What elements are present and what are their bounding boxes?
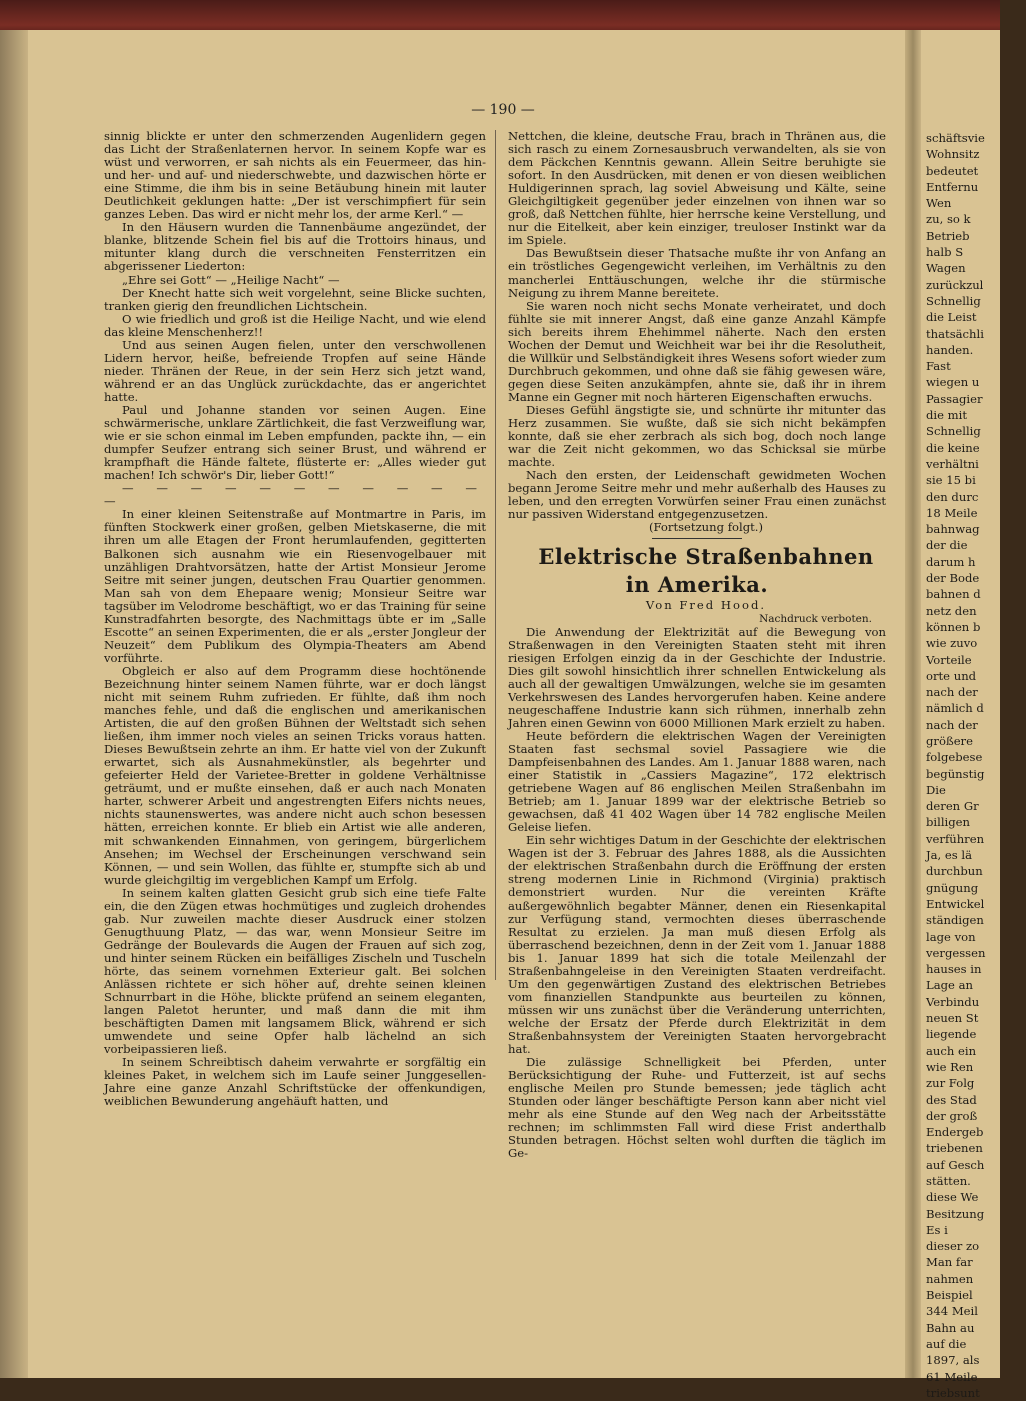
paragraph: Der Knecht hatte sich weit vorgelehnt, seine Blicke suchten, tranken gierig den freundlichen Lichtschein. xyxy=(104,285,486,313)
paragraph: Die Anwendung der Elektrizität auf die Bewegung von Straßenwagen in den Vereinigten Staaten steht mit ihren riesigen Erfolgen einzig da in der Geschichte der Industrie. Dies gilt sowohl hinsichtlich ihrer schnellen Entwickelung als auch all der gewaltigen Umwälzungen, welche sie im gesamten Verkehrswesen des Landes hervorgerufen haben. Keine andere neugeschaffene Industrie kann sich rühmen, innerhalb zehn Jahren einen Gewinn von 6000 Millionen Mark erzielt zu haben. xyxy=(508,624,886,730)
column-2 xyxy=(508,130,886,1160)
fragment-line: auf Gesch xyxy=(926,1157,985,1172)
fragment-line: Wagen xyxy=(926,261,966,276)
fragment-line: lage von xyxy=(926,929,976,944)
fragment-line: Schnellig xyxy=(926,293,981,308)
paragraph: Die zulässige Schnelligkeit bei Pferden, unter Berücksichtigung der Ruhe- und Futterzeit, ist auf sechs englische Meilen pro Stunde bemessen; jede täglich acht Stunden oder länger beschäftigte Person kann aber nicht viel mehr als eine Stunde auf den Weg nach der Arbeitsstätte rechnen; im schlimmsten Fall wird diese Frist anderthalb Stunden betragen. Höchst selten wohl durften die täglich im Ge- xyxy=(508,1055,886,1161)
fragment-line: zu, so k xyxy=(926,212,971,227)
column-1 xyxy=(104,130,486,1109)
fragment-line: 344 Meil xyxy=(926,1304,978,1319)
fragment-line: Ja, es lä xyxy=(926,848,973,863)
fragment-line: der die xyxy=(926,538,968,553)
fragment-line: Vorteile xyxy=(926,652,972,667)
paragraph: sinnig blickte er unter den schmerzenden Augenlidern gegen das Licht der Straßenlaternen hervor. In seinem Kopfe war es wüst und verworren, er sah nichts als ein Feuermeer, das hin- und her- und auf- und niederschwebte, und dazwischen hörte er eine Stimme, die ihm bis in seine Betäubung hinein mit lauter Deutlichkeit geklungen hatte: „Der ist verschimpfiert für sein ganzes Leben. Das wird er nicht mehr los, der arme Kerl.“ — xyxy=(104,129,486,222)
fragment-line: Besitzung xyxy=(926,1206,985,1221)
page-number: — 190 — xyxy=(471,102,535,118)
fragment-line: bahnwag xyxy=(926,522,980,537)
fragment-line: vergessen xyxy=(926,945,986,960)
fragment-line: triebsunt xyxy=(926,1385,980,1400)
fragment-line: Endergeb xyxy=(926,1125,984,1140)
fragment-line: triebenen xyxy=(926,1141,983,1156)
fragment-line: der groß xyxy=(926,1108,978,1123)
fragment-line: folgebese xyxy=(926,750,983,765)
paragraph: Obgleich er also auf dem Programm diese hochtönende Bezeichnung hinter seinem Namen führte, war er doch längst nicht mit seinem Ruhm zufrieden. Er fühlte, daß ihm noch manches fehle, und daß die englischen und amerikanischen Artisten, die auf den großen Bühnen der Weltstadt sich sehen ließen, ihm immer noch vieles an seinen Tricks voraus hatten. Dieses Bewußtsein zehrte an ihm. Er hatte viel von der Zukunft erwartet, sich als Ausnahmekünstler, als begehrter und gefeierter Held der Varietee-Bretter in goldene Verhältnisse geträumt, und er mußte einsehen, daß er auch nach Monaten harter, schwerer Arbeit und angestrengten Eifers nichts neues, nichts staunenswertes, was andere nicht auch schon besessen hätten, erreichen konnte. Er blieb ein Artist wie alle anderen, mit schwankenden Einnahmen, von geringem, bürgerlichem Ansehen; im Wechsel der Erscheinungen verschwand sein Können, — und sein Wollen, das fühlte er, stumpfte sich ab und wurde gleichgiltig im vergeblichen Kampf um Erfolg. xyxy=(104,663,486,887)
story-section-2 xyxy=(104,508,486,1108)
fragment-line: die Leist xyxy=(926,310,977,325)
fragment-line: bahnen d xyxy=(926,587,981,602)
paragraph: In seinem kalten glatten Gesicht grub sich eine tiefe Falte ein, die den Zügen etwas hochmütiges und zugleich drohendes gab. Nur zuweilen machte dieser Ausdruck einer stolzen Genugthuung Platz, — das war, wenn Monsieur Seitre im Gedränge der Boulevards die Augen der Frauen auf sich zog, und hinter seinem Rücken ein beifälliges Zischeln und Tuscheln hörte, das seinem vornehmen Exterieur galt. Bei solchen Anlässen richtete er sich höher auf, drehte seinen kleinen Schnurrbart in die Höhe, blickte prüfend an seinem eleganten, langen Paletot herunter, und maß dann die mit ihm beschäftigten Damen mit langsamem Blick, während er sich umwendete und seine Opfer halb lächelnd an sich vorbeipassieren ließ. xyxy=(104,885,486,1057)
fragment-line: nämlich d xyxy=(926,701,984,716)
paragraph: Ein sehr wichtiges Datum in der Geschichte der elektrischen Wagen ist der 3. Februar des Jahres 1888, als die Aussichten der elektrischen Straßenbahn durch die Eröffnung der ersten streng modernen Linie in Richmond (Virginia) praktisch demonstriert wurden. Nur die vereinten Kräfte außergewöhnlich begabter Männer, denen ein Riesenkapital zur Verfügung stand, vermochten dieses überraschende Resultat zu erzielen. Ja man muß diesen Erfolg als überraschend bezeichnen, denn in der Zeit vom 1. Januar 1888 bis 1. Januar 1899 hat sich die totale Meilenzahl der Straßenbahngeleise in den Vereinigten Staaten verdreifacht. Um den gegenwärtigen Zustand des elektrischen Betriebes vom finanziellen Standpunkte aus beurteilen zu können, müssen wir uns zunächst über die Veränderung unterrichten, welche der Ersatz der Pferde durch Elektrizität in dem Straßenbahnsystem der Vereinigten Staaten hervorgebracht hat. xyxy=(508,833,886,1057)
fragment-line: Bahn au xyxy=(926,1320,975,1335)
fragment-line: 1897, als xyxy=(926,1353,980,1368)
fragment-line: Wen xyxy=(926,196,952,211)
fragment-line: handen. xyxy=(926,342,974,357)
fragment-line: können b xyxy=(926,619,981,634)
paragraph: „Ehre sei Gott“ — „Heilige Nacht“ — xyxy=(122,272,340,287)
fragment-line: zur Folg xyxy=(926,1076,975,1091)
newspaper-page xyxy=(0,30,1000,1400)
fragment-line: 61 Meile xyxy=(926,1369,978,1384)
fragment-line: nach der xyxy=(926,717,978,732)
fragment-line: Schnellig xyxy=(926,424,981,439)
paragraph: Das Bewußtsein dieser Thatsache mußte ihr von Anfang an ein tröstliches Gegengewicht verleihen, im Verhältnis zu den mancherlei Enttäuschungen, welche ihr die stürmische Neigung zu ihrem Manne bereitete. xyxy=(508,246,886,300)
fragment-line: der Bode xyxy=(926,571,980,586)
fragment-line: die keine xyxy=(926,440,980,455)
fragment-line: den durc xyxy=(926,489,979,504)
continuation-note: (Fortsetzung folgt.) xyxy=(648,520,763,535)
fragment-line: Es i xyxy=(926,1222,948,1237)
reprint-notice: Nachdruck verboten. xyxy=(759,612,872,625)
fragment-line: Betrieb xyxy=(926,228,970,243)
fragment-line: ständigen xyxy=(926,913,984,928)
fragment-line: neuen St xyxy=(926,1011,979,1026)
fragment-line: netz den xyxy=(926,603,977,618)
fragment-line: 18 Meile xyxy=(926,505,978,520)
fragment-line: des Stad xyxy=(926,1092,977,1107)
fragment-line: die mit xyxy=(926,408,968,423)
fragment-line: wie Ren xyxy=(926,1059,974,1074)
fragment-line: durchbun xyxy=(926,864,983,879)
paragraph: O wie friedlich und groß ist die Heilige Nacht, und wie elend das kleine Menschenherz!! xyxy=(104,311,486,339)
fragment-line: gnügung xyxy=(926,880,979,895)
fragment-line: thatsächli xyxy=(926,326,984,341)
paragraph: Paul und Johanne standen vor seinen Augen. Eine schwärmerische, unklare Zärtlichkeit, die fast Verzweiflung war, wie er sie schon einmal im Leben empfunden, packte ihn, — ein dumpfer Seufzer entrang sich seiner Brust, und während er krampfhaft die Hände faltete, flüsterte er: „Alles wieder gut machen! Ich schwör's Dir, lieber Gott!“ xyxy=(104,402,486,483)
fragment-line: Beispiel xyxy=(926,1288,973,1303)
fragment-line: auch ein xyxy=(926,1043,977,1058)
article-headline: Elektrische Straßenbahnen in Amerika. xyxy=(538,544,874,598)
fragment-line: begünstig xyxy=(926,766,985,781)
page-stack-edge xyxy=(0,30,28,1378)
section-separator: — — — — — — — — — — — — xyxy=(104,481,486,509)
paragraph: Und aus seinen Augen fielen, unter den verschwollenen Lidern hervor, heiße, befreiende Tropfen auf seine Hände nieder. Thränen der Reue, in der sein Herz sich jetzt wand, während er an das Unglück zurückdachte, das er angerichtet hatte. xyxy=(104,337,486,404)
fragment-line: bedeutet xyxy=(926,163,979,178)
fragment-line: nahmen xyxy=(926,1271,974,1286)
fragment-line: Lage an xyxy=(926,978,973,993)
paragraph: In seinem Schreibtisch daheim verwahrte er sorgfältig ein kleines Paket, in welchem sich im Laufe seiner Junggesellen-Jahre eine ganze Anzahl Schriftstücke der offenkundigen, weiblichen Bewunderung angehäuft hatten, und xyxy=(104,1055,486,1109)
paragraph: Dieses Gefühl ängstigte sie, und schnürte ihr mitunter das Herz zusammen. Sie wußte, daß sie sich nicht bekämpfen konnte, daß sie eher zerbrach als sich bog, doch noch lange war die Zeit nicht gekommen, wo das Schicksal sie mürbe machte. xyxy=(508,402,886,470)
paragraph: Heute befördern die elektrischen Wagen der Vereinigten Staaten fast sechsmal soviel Passagiere wie die Dampfeisenbahnen des Landes. Am 1. Januar 1888 waren, nach einer Statistik in „Cassiers Magazine“, 172 elektrisch getriebene Wagen auf 86 englischen Meilen Straßenbahn im Betrieb; am 1. Januar 1899 war der elektrische Betrieb so gewachsen, daß 41 402 Wagen über 14 782 englische Meilen Geleise liefen. xyxy=(508,728,886,835)
paragraph: In den Häusern wurden die Tannenbäume angezündet, der blanke, blitzende Schein fiel bis auf die Trottoirs hinaus, und mitunter klang durch die verschneiten Fensterritzen ein abgerissener Liederton: xyxy=(104,220,486,274)
fragment-line: verhältni xyxy=(926,456,979,471)
column-rule xyxy=(495,130,496,980)
fragment-line: nach der xyxy=(926,685,978,700)
paragraph: Nettchen, die kleine, deutsche Frau, brach in Thränen aus, die sich rasch zu einem Zornesausbruch verwandelten, als sie von dem Päckchen Kenntnis gewann. Allein Seitre beruhigte sie sofort. In den Ausdrücken, mit denen er von diesen weiblichen Huldigerinnen sprach, lag soviel Abweisung und Kälte, seine Gleichgiltigkeit gegenüber jeder einzelnen von ihnen war so groß, daß Nettchen fühlte, hier herrsche keine Verstellung, und nur die Eitelkeit, aber kein einziger, treuloser Instinkt war da im Spiele. xyxy=(508,129,886,248)
paragraph: Nach den ersten, der Leidenschaft gewidmeten Wochen begann Jerome Seitre mehr und mehr außerhalb des Hauses zu leben, und den erregten Vorwürfen seiner Frau einen zunächst nur passiven Widerstand entgegenzusetzen. xyxy=(508,468,886,522)
fragment-line: Passagier xyxy=(926,391,983,406)
fragment-line: orte und xyxy=(926,668,977,683)
fragment-line: Entfernu xyxy=(926,179,979,194)
fragment-line: Man far xyxy=(926,1255,973,1270)
fragment-line: wiegen u xyxy=(926,375,980,390)
paragraph: Sie waren noch nicht sechs Monate verheiratet, und doch fühlte sie mit innerer Angst, daß eine ganze Anzahl Kämpfe sich bereits ihrem Ehehimmel näherte. Nach den ersten Wochen der Demut und Weichheit war bei ihr die Resolutheit, die Willkür und Selbständigkeit ihres Wesens sofort wieder zum Durchbruch gekommen, und ohne daß sie fähig gewesen wäre, gegen diese Seiten anzukämpfen, ahnte sie, daß ihr in ihrem Manne ein Gegner mit noch härteren Eigenschaften erwuchs. xyxy=(508,298,886,404)
fragment-line: größere xyxy=(926,733,973,748)
fragment-line: liegende xyxy=(926,1027,977,1042)
fragment-line: halb S xyxy=(926,245,964,260)
fragment-line: Verbindu xyxy=(926,994,980,1009)
article-byline: Von Fred Hood. xyxy=(645,598,767,613)
divider-rule xyxy=(652,538,742,539)
fragment-line: hauses in xyxy=(926,962,982,977)
fragment-line: Entwickel xyxy=(926,896,985,911)
fragment-line: dieser zo xyxy=(926,1239,980,1254)
fragment-line: verführen xyxy=(926,831,985,846)
column-3-fragment xyxy=(926,130,1026,1401)
fragment-line: Wohnsitz xyxy=(926,147,980,162)
fragment-line: stätten. xyxy=(926,1174,971,1188)
fragment-line: deren Gr xyxy=(926,799,979,814)
fragment-line: sie 15 bi xyxy=(926,473,976,488)
story-continuation xyxy=(104,130,486,482)
fragment-line: Fast xyxy=(926,359,951,374)
fragment-line: zurückzul xyxy=(926,277,984,292)
fragment-line: Die xyxy=(926,782,946,797)
fragment-line: auf die xyxy=(926,1336,967,1351)
fragment-line: billigen xyxy=(926,815,971,830)
fragment-line: schäftsvie xyxy=(926,131,985,145)
page-gutter xyxy=(905,30,921,1378)
paragraph: In einer kleinen Seitenstraße auf Montmartre in Paris, im fünften Stockwerk einer großen, gelben Mietskaserne, die mit ihren um alle Etagen der Front herumlaufenden, gegitterten Balkonen sich ausnahm wie ein Riesenvogelbauer mit unzähligen Drahtvorsätzen, hatte der Artist Monsieur Jerome Seitre mit seiner jungen, deutschen Frau Quartier genommen. Man sah von dem Ehepaare wenig; Monsieur Seitre war tagsüber im Velodrome beschäftigt, wo er das Training für seine Kunstradfahrten besorgte, des Nachmittags übte er im „Salle Escotte“ an seinen Experimenten, die er als „erster Jongleur der Neuzeit“ dem Publikum des Olympia-Theaters am Abend vorführte. xyxy=(104,507,486,665)
fragment-line: diese We xyxy=(926,1190,979,1205)
fragment-line: darum h xyxy=(926,554,976,569)
fragment-line: wie zuvo xyxy=(926,636,978,651)
